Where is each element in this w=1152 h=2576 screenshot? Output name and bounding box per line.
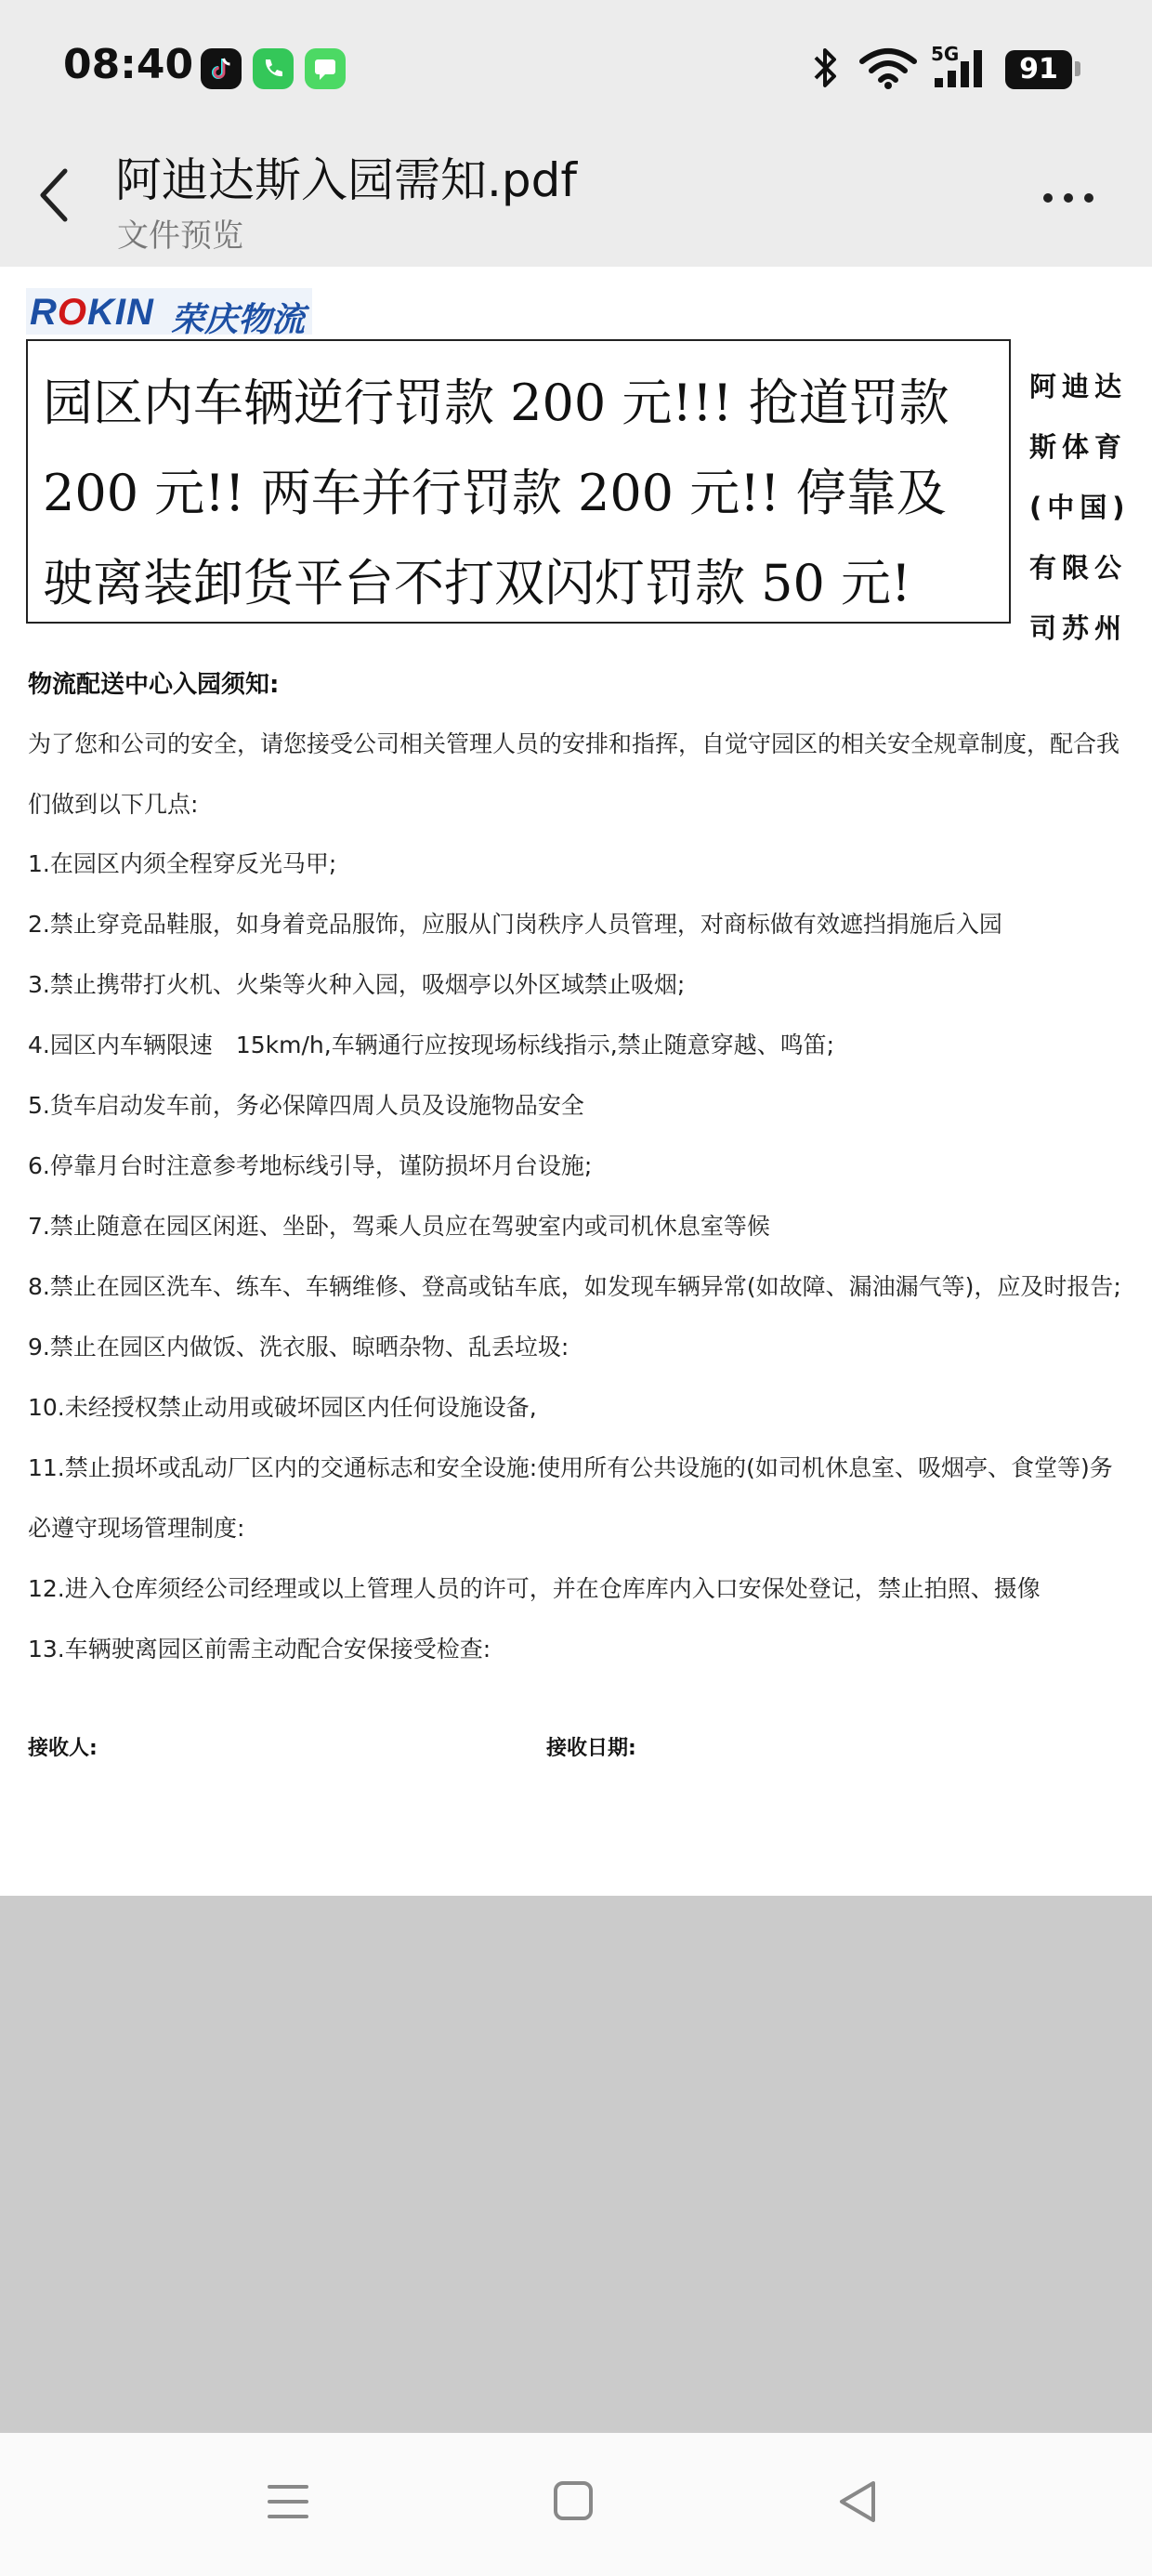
rule-item: 2.禁止穿竞品鞋服，如身着竞品服饰，应服从门岗秩序人员管理，对商标做有效遮挡捐施后入园 (28, 911, 1002, 938)
rule-item: 4.园区内车辆限速 15km/h,车辆通行应按现场标线指示,禁止随意穿越、鸣笛; (28, 1032, 835, 1058)
rule-item: 9.禁止在园区内做饭、洗衣服、晾晒杂物、乱丢垃圾: (28, 1334, 569, 1360)
more-options-icon[interactable] (1039, 184, 1098, 212)
rules-list (28, 834, 1129, 1679)
logo-cn: 荣庆物流 (171, 301, 306, 339)
bluetooth-icon (810, 45, 842, 91)
company-logo (26, 288, 312, 339)
rule-item: 11.禁止损坏或乱动厂区内的交通标志和安全设施:使用所有公共设施的(如司机休息室、吸烟亭、食堂等)务必遵守现场管理制度: (28, 1454, 1113, 1542)
battery-indicator: 91 (1005, 50, 1072, 89)
system-nav-bar (0, 2433, 1152, 2576)
notice-intro: 为了您和公司的安全，请您接受公司相关管理人员的安排和指挥，自觉守园区的相关安全规章制度，配合我们做到以下几点: (28, 730, 1120, 818)
fine-warning-box: 园区内车辆逆行罚款 200 元!!! 抢道罚款 200 元!! 两车并行罚款 200 元!! 停靠及驶离装卸货平台不打双闪灯罚款 50 元! (26, 339, 1011, 624)
notice-title: 物流配送中心入园须知: (28, 671, 280, 699)
messages-icon (305, 48, 346, 89)
signal-icon (933, 45, 990, 91)
status-time: 08:40 (63, 41, 194, 88)
rule-item: 13.车辆驶离园区前需主动配合安保接受检查: (28, 1636, 491, 1663)
network-type: 5G (931, 43, 960, 65)
logo-en: ROKIN (30, 292, 154, 333)
back-arrow-icon[interactable] (35, 165, 72, 225)
file-subtitle: 文件预览 (117, 217, 243, 255)
rule-item: 1.在园区内须全程穿反光马甲; (28, 850, 337, 877)
tiktok-icon (201, 48, 242, 89)
side-line: 司苏州 (1029, 612, 1128, 644)
wifi-icon (858, 45, 918, 91)
file-title: 阿迪达斯入园需知.pdf (115, 153, 577, 207)
phone-app-icon (253, 48, 294, 89)
side-line: 有限公 (1029, 552, 1128, 584)
receive-date-label: 接收日期: (546, 1737, 636, 1760)
side-line: (中国) (1029, 492, 1131, 523)
rule-item: 7.禁止随意在园区闲逛、坐卧，驾乘人员应在驾驶室内或司机休息室等候 (28, 1213, 770, 1240)
status-bar (0, 0, 1152, 135)
home-icon[interactable] (552, 2479, 595, 2522)
side-line: 阿迪达 (1029, 371, 1128, 402)
battery-cap (1075, 61, 1080, 76)
rule-item: 3.禁止携带打火机、火柴等火种入园，吸烟亭以外区域禁止吸烟; (28, 971, 686, 998)
rule-item: 10.未经授权禁止动用或破坏园区内任何设施设备, (28, 1394, 537, 1421)
company-side-text (1029, 357, 1139, 659)
menu-icon[interactable] (266, 2481, 310, 2522)
receiver-label: 接收人: (28, 1737, 98, 1760)
rule-item: 8.禁止在园区洗车、练车、车辆维修、登高或钻车底，如发现车辆异常(如故障、漏油漏气等)，应及时报告; (28, 1273, 1121, 1300)
side-line: 斯体育 (1029, 431, 1128, 463)
rule-item: 5.货车启动发车前，务必保障四周人员及设施物品安全 (28, 1092, 584, 1119)
rule-item: 12.进入仓库须经公司经理或以上管理人员的许可，并在仓库库内入口安保处登记，禁止拍照、摄像 (28, 1575, 1041, 1602)
back-nav-icon[interactable] (836, 2479, 879, 2524)
rule-item: 6.停靠月台时注意参考地标线引导，谨防损坏月台设施; (28, 1152, 593, 1179)
